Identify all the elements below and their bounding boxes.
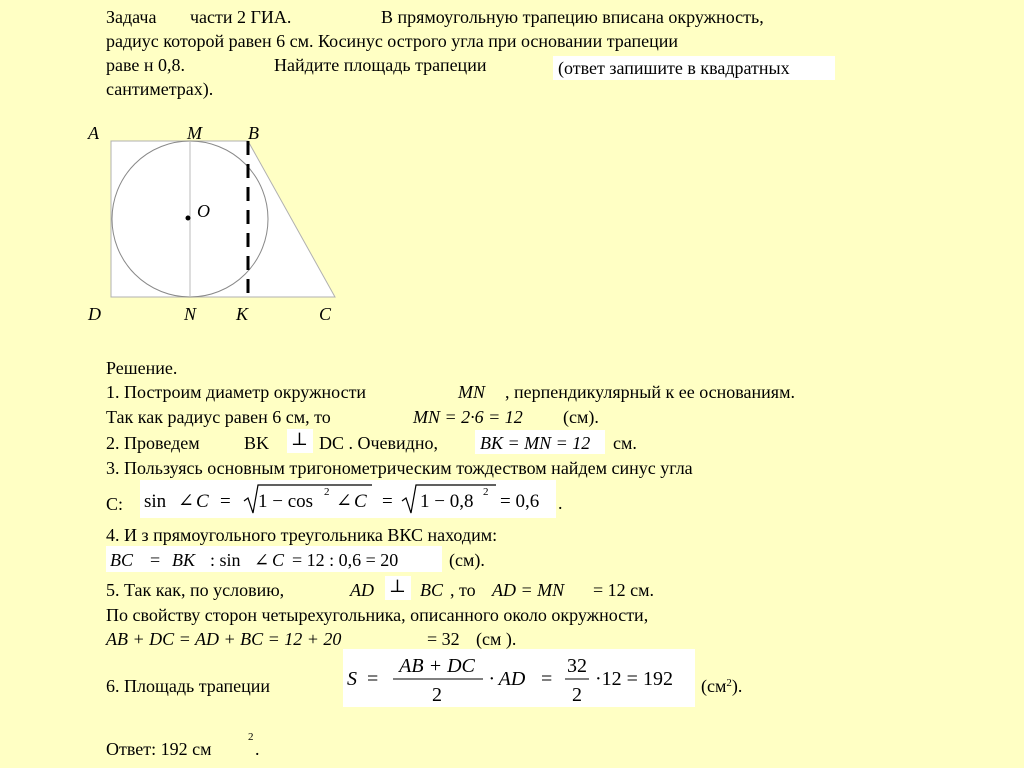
step2-dc: DC . Очевидно, xyxy=(319,433,438,453)
step5c-unit: (см ). xyxy=(476,629,517,649)
step4-text: 4. И з прямоугольного треугольника ВКС находим: xyxy=(106,525,498,545)
step4-angle-icon: ∠ xyxy=(254,550,270,570)
center-o xyxy=(186,216,191,221)
step6-unit-close: ). xyxy=(731,676,743,696)
step6-unit-text: (см xyxy=(701,676,727,696)
problem-line3b: Найдите площадь трапеции xyxy=(274,55,487,75)
step5-formula: AD = MN xyxy=(492,580,565,600)
step2-unit: см. xyxy=(613,433,637,453)
step2-text: 2. Проведем xyxy=(106,433,200,453)
step1b-formula: MN = 2·6 = 12 xyxy=(413,407,523,427)
step4-sin: : sin xyxy=(210,550,241,570)
step1b-unit: (см). xyxy=(563,407,599,427)
step2-formula: BK = MN = 12 xyxy=(480,433,591,453)
step3-c: С: xyxy=(106,494,124,514)
step6-unit-exp: 2 xyxy=(726,677,732,689)
step3-dot: . xyxy=(558,493,563,513)
step5-res: = 12 см. xyxy=(593,580,655,600)
step4-bc: BC xyxy=(110,550,134,570)
solution-heading: Решение. xyxy=(106,358,178,378)
step3-c1: C xyxy=(196,491,209,512)
step2-perp: ⊥ xyxy=(291,429,308,449)
step5c-formula: AB + DC = AD + BC = 12 + 20 xyxy=(106,629,342,649)
step1-tail: , перпендикулярный к ее основаниям. xyxy=(505,382,795,402)
step3-c2: C xyxy=(354,491,367,512)
step3-eq1: = xyxy=(220,491,231,512)
problem-label: Задача xyxy=(106,7,157,27)
step4-unit: (см). xyxy=(449,550,485,570)
step4-res: = 12 : 0,6 = 20 xyxy=(292,550,399,570)
label-a: A xyxy=(88,123,99,143)
step6-num2: 32 xyxy=(567,655,587,677)
step4-eq: = xyxy=(150,550,161,570)
step6-s: S xyxy=(347,668,357,690)
step6-res: ·12 = 192 xyxy=(595,668,673,690)
step6-eq1: = xyxy=(367,668,379,690)
step3-eq2: = xyxy=(382,491,393,512)
step5c-res: = 32 xyxy=(427,629,460,649)
step3-text: 3. Пользуясь основным тригонометрическим тождеством найдем синус угла xyxy=(106,458,693,478)
step5-to: , то xyxy=(450,580,476,600)
step5-text: 5. Так как, по условию, xyxy=(106,580,285,600)
step3-root1: 1 − cos xyxy=(258,491,314,512)
problem-part: части 2 ГИА. xyxy=(190,7,292,27)
label-c: C xyxy=(319,304,332,324)
problem-line1: В прямоугольную трапецию вписана окружность, xyxy=(381,7,764,27)
label-m: M xyxy=(187,123,202,143)
step6-text: 6. Площадь трапеции xyxy=(106,676,271,696)
step3-exp2: 2 xyxy=(483,486,489,498)
step4-c: C xyxy=(272,550,285,570)
step3-angle2-icon: ∠ xyxy=(336,491,352,512)
label-o: O xyxy=(197,201,210,221)
label-b: B xyxy=(248,123,259,143)
label-n: N xyxy=(184,304,197,324)
step2-bk: BK xyxy=(244,433,270,453)
step3-angle1-icon: ∠ xyxy=(178,491,194,512)
step4-bk: BK xyxy=(172,550,196,570)
step5-ad: AD xyxy=(350,580,374,600)
step6-eq2: = xyxy=(541,668,553,690)
answer-exp: 2 xyxy=(248,731,254,743)
step5-perp: ⊥ xyxy=(389,576,406,596)
step1b-text: Так как радиус равен 6 см, то xyxy=(106,407,331,427)
step3-formula xyxy=(140,480,560,518)
label-d: D xyxy=(88,304,101,324)
step6-num: AB + DC xyxy=(399,655,475,677)
step3-root2: 1 − 0,8 xyxy=(420,491,474,512)
step3-exp1: 2 xyxy=(324,486,330,498)
step5b-text: По свойству сторон четырехугольника, описанного около окружности, xyxy=(106,605,649,625)
step6-unit xyxy=(701,675,742,697)
step6-formula xyxy=(343,649,695,707)
step5-bc: BC xyxy=(420,580,444,600)
answer-dot: . xyxy=(255,739,260,759)
problem-line3c: (ответ запишите в квадратных xyxy=(558,58,790,78)
answer-text: Ответ: 192 см xyxy=(106,739,212,759)
label-k: K xyxy=(236,304,249,324)
problem-line2: радиус которой равен 6 см. Косинус острого угла при основании трапеции xyxy=(106,31,679,51)
problem-line4: сантиметрах). xyxy=(106,79,214,99)
step1-text: 1. Построим диаметр окружности xyxy=(106,382,367,402)
step3-res: = 0,6 xyxy=(500,491,540,512)
step6-den2: 2 xyxy=(572,684,582,706)
trapezoid-diagram xyxy=(0,0,1024,330)
step3-sin: sin xyxy=(144,491,167,512)
step6-den: 2 xyxy=(432,684,442,706)
problem-line3a: раве н 0,8. xyxy=(106,55,186,75)
step1-mn: MN xyxy=(458,382,485,402)
step6-ad: · AD xyxy=(489,668,526,690)
